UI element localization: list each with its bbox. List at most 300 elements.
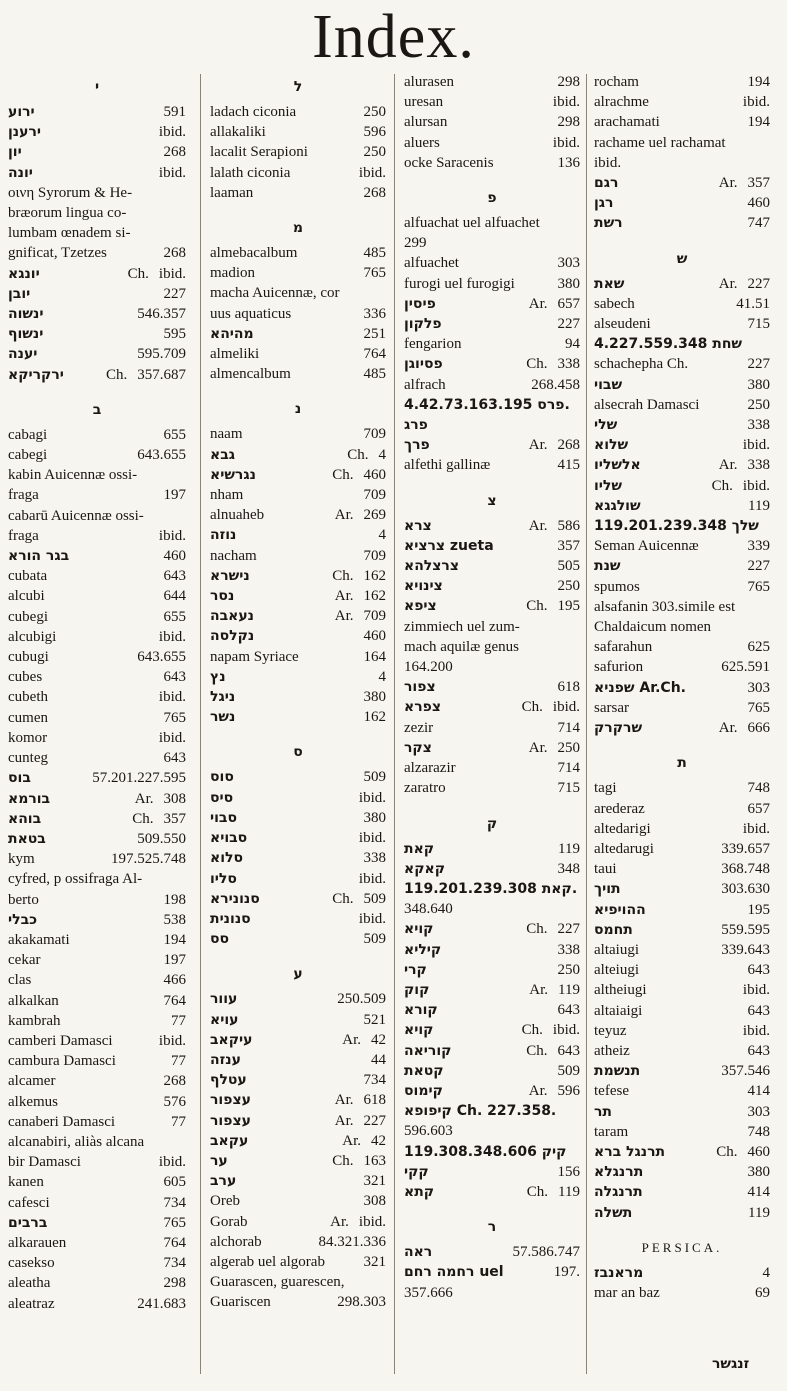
entry-term: almencalbum: [210, 366, 291, 383]
entry-page-ref: 509.550: [137, 830, 186, 847]
index-entry: [594, 597, 770, 617]
index-entry: [594, 819, 770, 839]
index-entry: [210, 989, 386, 1009]
entry-page-ref: 715: [557, 780, 580, 797]
entry-language: Ar.: [334, 1092, 354, 1109]
entry-language: Ar.: [528, 517, 548, 534]
index-entry: [404, 1142, 580, 1162]
entry-page-ref: 197: [163, 952, 186, 969]
index-entry: [8, 1132, 186, 1152]
entry-page-ref: 591: [163, 104, 186, 120]
entry-term: altaiaigi: [594, 1002, 643, 1019]
entry-page-ref: 509: [363, 890, 386, 907]
entry-page-ref: 162: [363, 567, 386, 584]
entry-page-ref: 538: [163, 911, 186, 928]
entry-page-ref: ibid.: [158, 729, 186, 746]
entry-language: Ar.: [334, 588, 354, 605]
index-entry: [594, 1122, 770, 1142]
entry-term: קויא: [404, 1022, 434, 1039]
entry-page-ref: 162: [363, 709, 386, 726]
index-entry: [8, 708, 186, 728]
index-entry: [210, 324, 386, 344]
entry-term: schachepha Ch.: [594, 356, 689, 373]
entry-language: Ch.: [526, 921, 548, 938]
entry-page-ref: 250: [747, 396, 770, 413]
index-entry: [8, 930, 186, 950]
entry-term: סבוי: [210, 809, 237, 826]
entry-term: Seman Auicennæ: [594, 538, 699, 555]
entry-page-ref: 764: [363, 346, 386, 363]
index-entry: [210, 828, 386, 848]
entry-term: קימוס: [404, 1082, 443, 1099]
entry-term: altedarigi: [594, 820, 651, 837]
entry-page-ref: 466: [163, 972, 186, 989]
entry-page-ref: 764: [163, 1234, 186, 1251]
index-entry: [404, 960, 580, 980]
entry-term: סוס: [210, 769, 234, 786]
entry-term: tefese: [594, 1083, 629, 1100]
section-gap: [8, 385, 186, 395]
entry-page-ref: 748: [747, 1123, 770, 1140]
entry-page-ref: 298: [557, 74, 580, 90]
index-entry: [594, 536, 770, 556]
entry-term: יון: [8, 144, 22, 161]
entry-term: בטאת: [8, 830, 46, 847]
index-entry: [404, 314, 580, 334]
entry-language: Ar.: [342, 1132, 361, 1149]
index-entry: [594, 435, 770, 455]
entry-term: lalath ciconia: [210, 164, 291, 181]
index-entry: [404, 1162, 580, 1182]
entry-page-ref: 268: [163, 144, 186, 161]
entry-term: ינשוף: [8, 326, 44, 343]
entry-page-ref: 164: [363, 648, 386, 665]
entry-page-ref: ibid.: [158, 124, 186, 141]
entry-page-ref: 666: [747, 720, 770, 737]
entry-term: alsafanin 303.simile est: [594, 598, 736, 615]
index-entry: [594, 778, 770, 798]
entry-page-ref: 415: [557, 457, 580, 474]
index-entry: [404, 839, 580, 859]
entry-term: קתא: [404, 1183, 435, 1200]
index-entry: [210, 263, 386, 283]
entry-term: aleatraz: [8, 1295, 55, 1312]
index-entry: [8, 485, 186, 505]
entry-page-ref: 643: [163, 750, 186, 767]
entry-page-ref: 57.586.747: [512, 1244, 580, 1261]
entry-page-ref: 308: [163, 790, 186, 807]
section-heading: ש: [676, 250, 688, 267]
index-entry: [8, 667, 186, 687]
entry-term: zaratro: [404, 780, 446, 797]
entry-page-ref: 338: [747, 457, 770, 474]
entry-page-ref: 765: [163, 1214, 186, 1231]
entry-term: madion: [210, 265, 255, 282]
entry-page-ref: 4: [378, 527, 386, 544]
entry-page-ref: 657: [557, 295, 580, 312]
entry-term: תרנגל ברא: [594, 1143, 666, 1160]
entry-term: ocke Saracenis: [404, 154, 494, 171]
entry-page-ref: 509: [557, 1062, 580, 1079]
entry-term: zimmiech uel zum-: [404, 618, 520, 635]
entry-term: taui: [594, 861, 617, 878]
entry-page-ref: 643: [163, 669, 186, 686]
entry-page-ref: 250: [557, 961, 580, 978]
index-column-2: [210, 72, 386, 1313]
index-entry: [594, 415, 770, 435]
index-entry: [404, 354, 580, 374]
section-gap: [594, 1223, 770, 1233]
entry-term: שליו: [594, 477, 623, 494]
index-entry: [404, 375, 580, 395]
section-heading: ב: [92, 401, 102, 418]
entry-term: צרצלהא: [404, 558, 459, 575]
index-entry: [594, 920, 770, 940]
entry-term: נץ: [210, 668, 226, 685]
entry-term: יענה: [8, 346, 38, 363]
index-entry: [404, 153, 580, 173]
entry-page-ref: 338: [363, 850, 386, 867]
index-entry: [8, 748, 186, 768]
index-entry: [594, 334, 770, 354]
entry-page-ref: 625.591: [721, 659, 770, 676]
section-gap: [210, 384, 386, 394]
index-entry: [594, 900, 770, 920]
entry-page-ref: ibid.: [742, 437, 770, 454]
index-entry: [8, 1233, 186, 1253]
entry-term: teyuz: [594, 1022, 627, 1039]
entry-term: spumos: [594, 578, 640, 595]
index-entry: [404, 1000, 580, 1020]
entry-page-ref: ibid.: [158, 527, 186, 544]
index-entry: [210, 122, 386, 142]
entry-term: berto: [8, 891, 39, 908]
index-entry: [210, 445, 386, 465]
entry-term: alfuachat uel alfuachet: [404, 215, 540, 232]
entry-page-ref: 643: [747, 1042, 770, 1059]
entry-term: שלי: [594, 417, 618, 434]
index-entry: [404, 72, 580, 92]
entry-page-ref: 605: [163, 1174, 186, 1191]
entry-term: gnificat, Tzetzes: [8, 245, 107, 262]
index-entry: [210, 364, 386, 384]
entry-term: שנת: [594, 558, 621, 575]
entry-term: נישרא: [210, 567, 250, 584]
entry-term: cyfred, p ossifraga Al-: [8, 871, 143, 888]
index-entry: [594, 1102, 770, 1122]
entry-page-ref: 57.201.227.595: [92, 770, 186, 787]
entry-term: קקי: [404, 1163, 429, 1180]
index-entry: [8, 1253, 186, 1273]
entry-term: alursan: [404, 114, 448, 131]
entry-page-ref: 509: [363, 769, 386, 786]
entry-term: תויך: [594, 881, 621, 898]
entry-term: נקלסה: [210, 628, 255, 645]
entry-term: סלוא: [210, 850, 243, 867]
entry-page-ref: ibid.: [742, 820, 770, 837]
entry-term: מהיהא: [210, 325, 254, 342]
entry-term: rachame uel rachamat: [594, 134, 726, 151]
entry-language: Ch.: [132, 810, 154, 827]
entry-term: תנשמת: [594, 1063, 641, 1080]
index-entry: [404, 738, 580, 758]
index-entry: [404, 1081, 580, 1101]
index-entry: [594, 1021, 770, 1041]
entry-term: פסיוגן: [404, 356, 443, 373]
entry-page-ref: 655: [163, 608, 186, 625]
entry-page-ref: ibid.: [158, 628, 186, 645]
entry-page-ref: 119: [558, 981, 580, 998]
index-entry: [210, 566, 386, 586]
entry-page-ref: ibid.: [552, 94, 580, 111]
section-heading: ע: [293, 966, 303, 983]
index-entry: [8, 869, 186, 889]
entry-term: ציפא: [404, 598, 437, 615]
index-section: [210, 394, 386, 737]
index-entry: [404, 1283, 580, 1303]
entry-term: פלקון: [404, 316, 442, 333]
entry-language: Ar.: [718, 720, 738, 737]
entry-page-ref: ibid.: [358, 164, 386, 181]
section-heading: פ: [487, 190, 497, 207]
entry-term: קאקא: [404, 860, 446, 877]
entry-term: lumbam œnadem si-: [8, 225, 131, 242]
index-section: [404, 1212, 580, 1303]
index-section: [404, 183, 580, 486]
entry-page-ref: 643: [747, 1002, 770, 1019]
entry-term: תר: [594, 1103, 612, 1120]
index-entry: [210, 707, 386, 727]
index-entry: [594, 799, 770, 819]
entry-term: aluers: [404, 134, 440, 151]
entry-term: כבלי: [8, 911, 38, 928]
entry-page-ref: 268: [363, 184, 386, 201]
index-entry: [8, 1112, 186, 1132]
index-entry: [404, 556, 580, 576]
index-entry: [210, 505, 386, 525]
entry-term: פיסין: [404, 295, 436, 312]
entry-term: סליו: [210, 870, 237, 887]
index-entry: [210, 647, 386, 667]
entry-language: Ch.: [526, 598, 548, 615]
entry-page-ref: 303: [747, 679, 770, 696]
index-entry: [8, 122, 186, 142]
entry-term: Gorab: [210, 1213, 248, 1230]
index-entry: [8, 789, 186, 809]
entry-term: סנונירא: [210, 890, 260, 907]
index-entry: [404, 536, 580, 556]
index-column-3: [404, 72, 580, 1303]
entry-page-ref: 655: [163, 426, 186, 443]
index-entry: [404, 859, 580, 879]
entry-page-ref: 227: [557, 921, 580, 938]
entry-page-ref: 268.458: [531, 376, 580, 393]
entry-language: Ar.: [334, 507, 354, 524]
entry-term: alkemus: [8, 1093, 58, 1110]
index-section: [210, 959, 386, 1312]
index-entry: [594, 1001, 770, 1021]
entry-term: נסר: [210, 588, 235, 605]
index-entry: [8, 687, 186, 707]
entry-term: ערב: [210, 1173, 237, 1190]
entry-term: safarahun: [594, 639, 653, 656]
index-entry: [8, 627, 186, 647]
entry-page-ref: 77: [171, 1053, 186, 1070]
entry-page-ref: 298.303: [337, 1294, 386, 1311]
entry-page-ref: 77: [171, 1113, 186, 1130]
entry-term: alcamer: [8, 1073, 56, 1090]
entry-term: casekso: [8, 1255, 55, 1272]
section-gap: [210, 727, 386, 737]
entry-page-ref: ibid.: [742, 94, 770, 111]
index-entry: [404, 213, 580, 233]
index-entry: [8, 223, 186, 243]
entry-language: Ar.: [528, 437, 548, 454]
entry-term: סס: [210, 931, 230, 948]
entry-term: ירקריקא: [8, 366, 64, 383]
index-entry: [404, 1182, 580, 1202]
entry-term: ההויפיא: [594, 901, 646, 918]
index-section: [594, 244, 770, 749]
index-entry: [404, 617, 580, 637]
index-entry: [210, 1030, 386, 1050]
index-entry: [210, 1232, 386, 1252]
entry-term: שלך 119.201.239.348: [594, 518, 759, 535]
entry-page-ref: 460: [363, 628, 386, 645]
index-entry: [404, 758, 580, 778]
entry-page-ref: 765: [747, 699, 770, 716]
entry-page-ref: 250.509: [337, 991, 386, 1008]
index-entry: [8, 1213, 186, 1233]
entry-page-ref: ibid.: [552, 134, 580, 151]
index-entry: [404, 576, 580, 596]
entry-language: Ch.: [105, 366, 128, 383]
entry-page-ref: 321: [363, 1253, 386, 1270]
index-entry: [594, 1263, 770, 1283]
entry-term: שפניא Ar.Ch.: [594, 679, 686, 696]
entry-term: קאת 119.201.239.308.: [404, 880, 578, 897]
index-entry: [594, 940, 770, 960]
index-section: [8, 395, 186, 1314]
entry-page-ref: 618: [557, 679, 580, 696]
entry-page-ref: 643.655: [137, 649, 186, 666]
entry-term: קאת: [404, 840, 435, 857]
index-entry: [210, 1292, 386, 1312]
section-heading: ק: [486, 815, 498, 832]
entry-page-ref: ibid.: [158, 689, 186, 706]
entry-page-ref: 195: [557, 598, 580, 615]
index-section: [594, 72, 770, 244]
entry-term: עיקאב: [210, 1031, 253, 1048]
entry-language: Ar.: [342, 1031, 361, 1048]
index-entry: [594, 395, 770, 415]
entry-term: cumen: [8, 709, 48, 726]
section-heading: נ: [294, 401, 302, 418]
entry-term: רשת: [594, 215, 623, 232]
index-entry: [594, 980, 770, 1000]
entry-term: aleatha: [8, 1275, 51, 1292]
index-entry: [8, 768, 186, 788]
entry-term: lacalit Serapioni: [210, 144, 308, 161]
entry-page-ref: 460: [163, 548, 186, 565]
entry-term: ניגל: [210, 689, 236, 706]
entry-page-ref: 657: [747, 800, 770, 817]
entry-term: ברבים: [8, 1214, 48, 1231]
entry-term: ענזה: [210, 1051, 241, 1068]
entry-term: alrachme: [594, 94, 649, 111]
entry-term: 357.666: [404, 1284, 453, 1301]
entry-page-ref: 357: [747, 175, 770, 192]
entry-page-ref: ibid.: [552, 699, 580, 716]
entry-page-ref: 747: [747, 215, 770, 232]
entry-term: safurion: [594, 659, 644, 676]
index-entry: [210, 243, 386, 263]
entry-page-ref: 748: [747, 780, 770, 797]
entry-page-ref: 414: [747, 1083, 770, 1100]
entry-term: alfethi gallinæ: [404, 457, 491, 474]
index-entry: [210, 869, 386, 889]
index-entry: [210, 1272, 386, 1292]
entry-page-ref: 339.643: [721, 941, 770, 958]
entry-term: sarsar: [594, 699, 629, 716]
entry-term: גבא: [210, 446, 235, 463]
entry-language: Ch.: [332, 466, 354, 483]
index-entry: [594, 1182, 770, 1202]
index-entry: [8, 506, 186, 526]
entry-term: furogi uel furogigi: [404, 275, 515, 292]
index-section: [210, 213, 386, 394]
entry-page-ref: 596: [363, 124, 386, 141]
index-entry: [210, 808, 386, 828]
index-column-1: [8, 72, 186, 1314]
index-entry: [8, 344, 186, 364]
index-entry: [210, 606, 386, 626]
index-entry: [594, 617, 770, 637]
entry-term: ibid.: [594, 154, 622, 171]
entry-page-ref: ibid.: [358, 789, 386, 806]
entry-term: alkalkan: [8, 992, 59, 1009]
index-entry: [8, 1193, 186, 1213]
entry-page-ref: 194: [163, 931, 186, 948]
entry-term: akakamati: [8, 931, 70, 948]
entry-term: עוור: [210, 991, 238, 1008]
index-entry: [594, 193, 770, 213]
entry-page-ref: 715: [747, 316, 770, 333]
index-entry: [210, 142, 386, 162]
entry-term: Oreb: [210, 1193, 240, 1210]
entry-page-ref: 357.546: [721, 1063, 770, 1080]
entry-page-ref: 194: [747, 114, 770, 131]
entry-page-ref: 357.687: [137, 366, 186, 383]
index-entry: [210, 586, 386, 606]
entry-language: Ar.: [528, 295, 548, 312]
entry-page-ref: 460: [363, 466, 386, 483]
index-entry: [594, 1142, 770, 1162]
index-entry: [404, 92, 580, 112]
index-entry: [404, 677, 580, 697]
entry-term: פרג: [404, 417, 428, 434]
entry-page-ref: 643: [747, 962, 770, 979]
index-entry: [210, 525, 386, 545]
entry-term: atheiz: [594, 1042, 630, 1059]
index-entry: [210, 1050, 386, 1070]
entry-page-ref: 197.525.748: [111, 851, 186, 868]
index-entry: [8, 163, 186, 183]
entry-term: almebacalbum: [210, 245, 298, 262]
entry-term: בוהא: [8, 810, 42, 827]
entry-term: alkarauen: [8, 1234, 67, 1251]
index-entry: [404, 455, 580, 475]
